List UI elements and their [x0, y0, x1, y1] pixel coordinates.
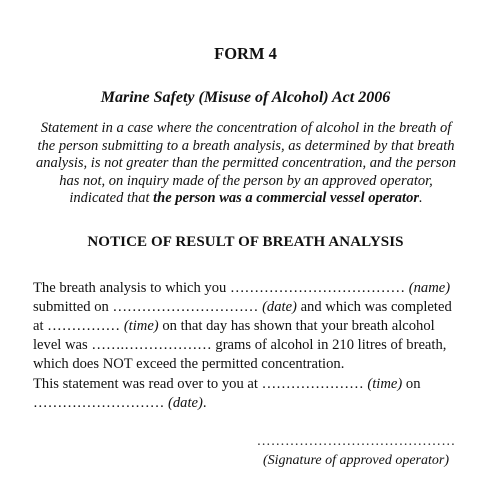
result-paragraph [33, 279, 463, 374]
signature-label: (Signature of approved operator) [263, 453, 449, 468]
name-field-label: (name) [408, 280, 451, 296]
readover-date-blank: ……………………… [33, 395, 165, 411]
time-field-label: (time) [123, 318, 159, 334]
signature-block [250, 433, 462, 472]
readover-on-text: on [405, 376, 421, 392]
statement-end: . [418, 190, 423, 206]
signature-line: …………………………………… [256, 434, 456, 449]
readover-date-label: (date) [168, 395, 203, 411]
completed-text: and which was completed [300, 299, 452, 315]
result-line-5: which does NOT exceed the permitted concentration. [33, 356, 345, 372]
date-blank-text: submitted on ………………………… [33, 299, 259, 315]
time-blank-text: at …………… [33, 318, 121, 334]
statement-bold-phrase: the person was a commercial vessel operator [153, 190, 419, 206]
notice-title: NOTICE OF RESULT OF BREATH ANALYSIS [87, 234, 404, 250]
result-line-1 [33, 279, 463, 298]
readover-line-1 [33, 375, 463, 394]
act-title: Marine Safety (Misuse of Alcohol) Act 2006 [100, 89, 391, 106]
readover-time-label: (time) [367, 376, 403, 392]
result-line-4: level was …….……………… grams of alcohol in 210 litres of breath, [33, 337, 447, 353]
name-blank-text: The breath analysis to which you ……………………………… [33, 280, 406, 296]
date-field-label: (date) [262, 299, 297, 315]
readover-time-blank: This statement was read over to you at ………………… [33, 376, 364, 392]
shown-text: on that day has shown that your breath alcohol [162, 318, 435, 334]
readover-period: . [202, 395, 207, 411]
statement-body: Statement in a case where the concentration of alcohol in the breath of the person submitting to a breath analysis, as determined by that breath analysis, is not greater than the permitted concentration, and the person has not, on inquiry made of the person by an approved operator, indicated that [36, 120, 456, 206]
result-line-2 [33, 298, 463, 317]
form-title: FORM 4 [214, 44, 277, 63]
statement-text [36, 120, 456, 208]
readover-line-2 [33, 394, 463, 413]
readover-paragraph [33, 375, 463, 413]
result-line-3 [33, 317, 463, 336]
